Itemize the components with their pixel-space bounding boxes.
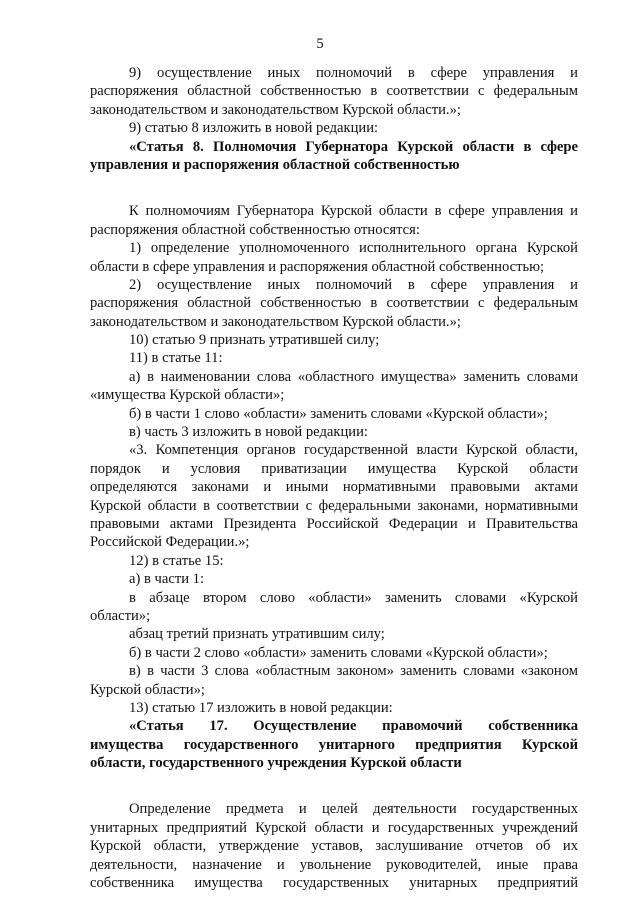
page-number: 5 <box>316 36 324 52</box>
text-line: законодательством и законодательством Курской области.»; <box>90 313 461 330</box>
text-line: определяются законами и иными нормативными правовыми актами <box>90 479 578 496</box>
text-line: порядок и условия приватизации имущества Курской области <box>90 460 578 477</box>
heading-line: «Статья 8. Полномочия Губернатора Курской области в сфере <box>129 138 578 155</box>
text-line: Курской области в соответствии с федеральными законами, нормативными <box>90 497 578 514</box>
text-line: в абзаце втором слово «области» заменить словами «Курской <box>129 589 578 606</box>
text-line: распоряжения областной собственностью в соответствии с федеральным <box>90 295 578 312</box>
text-line: правовыми актами Президента Российской Федерации и Правительства <box>90 515 578 532</box>
text-line: «имущества Курской области»; <box>90 387 285 404</box>
text-line: 11) в статье 11: <box>129 350 223 367</box>
paragraph-spacer <box>90 174 578 202</box>
heading-line: «Статья 17. Осуществление правомочий собственника <box>129 718 578 735</box>
text-line: области»; <box>90 607 151 624</box>
document-body <box>90 64 578 892</box>
text-line: К полномочиям Губернатора Курской области в сфере управления и <box>129 203 578 220</box>
text-line: 2) осуществление иных полномочий в сфере управления и <box>129 276 578 293</box>
text-line: абзац третий признать утратившим силу; <box>129 626 385 643</box>
text-line: б) в части 1 слово «области» заменить словами «Курской области»; <box>129 405 548 422</box>
text-line: Определение предмета и целей деятельности государственных <box>129 801 578 818</box>
text-line: 12) в статье 15: <box>129 552 224 569</box>
text-line: а) в наименовании слова «областного имущества» заменить словами <box>129 368 578 385</box>
paragraph-spacer <box>90 772 578 800</box>
text-line: 1) определение уполномоченного исполнительного органа Курской <box>129 240 578 257</box>
text-line: 9) осуществление иных полномочий в сфере управления и <box>129 65 578 81</box>
text-line: распоряжения областной собственностью в соответствии с федеральным <box>90 83 578 100</box>
text-line: в) в части 3 слова «областным законом» заменить словами «законом <box>129 663 578 680</box>
text-line: унитарных предприятий Курской области и государственных учреждений <box>90 819 578 836</box>
text-line: в) часть 3 изложить в новой редакции: <box>129 424 368 441</box>
text-line: области в сфере управления и распоряжения областной собственностью; <box>90 258 545 275</box>
text-line: 9) статью 8 изложить в новой редакции: <box>129 120 379 137</box>
text-line: Курской области»; <box>90 681 205 698</box>
heading-line: имущества государственного унитарного предприятия Курской <box>90 736 578 753</box>
text-line: а) в части 1: <box>129 571 205 588</box>
heading-line: управления и распоряжения областной собственностью <box>90 156 460 173</box>
heading-line: области, государственного учреждения Курской области <box>90 755 462 772</box>
text-line: Российской Федерации.»; <box>90 534 250 551</box>
text-line: деятельности, назначение и увольнение руководителей, иные права <box>90 856 578 873</box>
text-line: Курской области, утверждение уставов, заслушивание отчетов об их <box>90 838 578 855</box>
text-line: законодательством и законодательством Курской области.»; <box>90 101 461 118</box>
text-line: собственника имущества государственных унитарных предприятий <box>90 875 578 892</box>
text-line: 13) статью 17 изложить в новой редакции: <box>129 699 393 716</box>
text-line: «3. Компетенция органов государственной власти Курской области, <box>129 442 578 459</box>
text-line: распоряжения областной собственностью относятся: <box>90 221 420 238</box>
text-line: б) в части 2 слово «области» заменить словами «Курской области»; <box>129 644 548 661</box>
text-line: 10) статью 9 признать утратившей силу; <box>129 332 380 349</box>
